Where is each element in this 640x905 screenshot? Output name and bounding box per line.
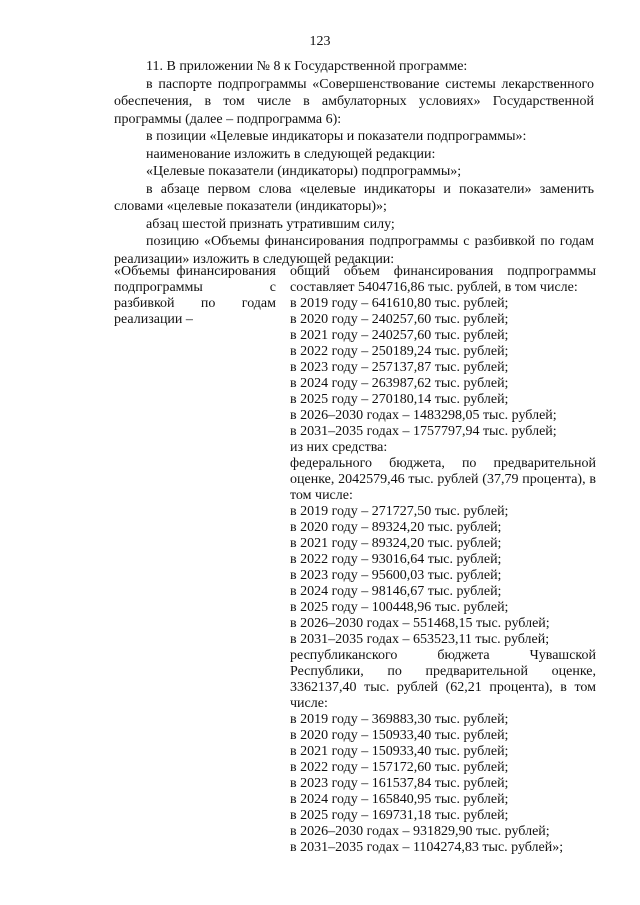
financing-line: общий объем финансирования подпрограммы составляет 5404716,86 тыс. рублей, в том числе: (290, 264, 596, 295)
financing-line: в 2026–2030 годах – 1483298,05 тыс. рублей; (290, 408, 557, 423)
financing-line: в 2025 году – 169731,18 тыс. рублей; (290, 808, 509, 823)
intro-paragraph: наименование изложить в следующей редакции: (146, 146, 436, 162)
financing-line: в 2023 году – 161537,84 тыс. рублей; (290, 776, 509, 791)
intro-paragraph: «Целевые показатели (индикаторы) подпрограммы»; (146, 164, 462, 179)
financing-line: в 2023 году – 95600,03 тыс. рублей; (290, 568, 502, 583)
financing-line: в 2022 году – 157172,60 тыс. рублей; (290, 760, 509, 775)
financing-line: в 2022 году – 93016,64 тыс. рублей; (290, 552, 502, 567)
financing-line: в 2025 году – 270180,14 тыс. рублей; (290, 392, 509, 407)
intro-paragraph: 11. В приложении № 8 к Государственной программе: (146, 59, 468, 74)
financing-line: в 2020 году – 150933,40 тыс. рублей; (290, 728, 509, 743)
financing-line: в 2019 году – 369883,30 тыс. рублей; (290, 712, 509, 727)
financing-line: в 2022 году – 250189,24 тыс. рублей; (290, 344, 509, 359)
financing-line: в 2031–2035 годах – 653523,11 тыс. рублей; (290, 632, 550, 647)
financing-line: в 2031–2035 годах – 1104274,83 тыс. рублей»; (290, 840, 564, 855)
financing-line: в 2026–2030 годах – 551468,15 тыс. рублей; (290, 616, 550, 631)
financing-line: в 2021 году – 89324,20 тыс. рублей; (290, 536, 502, 551)
financing-line: в 2024 году – 165840,95 тыс. рублей; (290, 792, 509, 807)
financing-line: в 2023 году – 257137,87 тыс. рублей; (290, 360, 509, 375)
financing-label (114, 264, 276, 328)
intro-paragraph: абзац шестой признать утратившим силу; (146, 216, 395, 232)
intro-paragraph: в позиции «Целевые индикаторы и показатели подпрограммы»: (146, 129, 527, 144)
financing-values (290, 264, 596, 856)
financing-label-text: «Объемы финансирования подпрограммы с разбивкой по годам реализации (114, 264, 276, 327)
financing-line: в 2019 году – 641610,80 тыс. рублей; (290, 296, 509, 311)
financing-line: из них средства: (290, 440, 388, 455)
intro-paragraph: в паспорте подпрограммы «Совершенствование системы лекарственного обеспечения, в том числе в амбулаторных условиях» Государственной программы (далее – подпрограмма 6): (114, 76, 594, 127)
financing-line: в 2020 году – 240257,60 тыс. рублей; (290, 312, 509, 327)
financing-line: в 2025 году – 100448,96 тыс. рублей; (290, 600, 509, 615)
label-dash: – (185, 312, 193, 327)
intro-paragraph: в абзаце первом слова «целевые индикаторы и показатели» заменить словами «целевые показатели (индикаторы)»; (114, 181, 594, 214)
financing-line: в 2020 году – 89324,20 тыс. рублей; (290, 520, 502, 535)
financing-line: республиканского бюджета Чувашской Республики, по предварительной оценке, 3362137,40 тыс. рублей (62,21 процента), в том числе: (290, 648, 596, 711)
intro-paragraph: позицию «Объемы финансирования подпрограммы с разбивкой по годам реализации» изложить в следующей редакции: (114, 234, 594, 267)
financing-line: в 2019 году – 271727,50 тыс. рублей; (290, 504, 509, 519)
financing-line: в 2021 году – 240257,60 тыс. рублей; (290, 328, 509, 343)
page-number: 123 (309, 34, 331, 49)
financing-line: в 2021 году – 150933,40 тыс. рублей; (290, 744, 509, 759)
intro-text (114, 58, 594, 268)
financing-line: в 2026–2030 годах – 931829,90 тыс. рублей; (290, 824, 550, 839)
financing-line: в 2031–2035 годах – 1757797,94 тыс. рублей; (290, 424, 557, 439)
financing-line: федерального бюджета, по предварительной оценке, 2042579,46 тыс. рублей (37,79 процента), в том числе: (290, 456, 596, 503)
financing-line: в 2024 году – 263987,62 тыс. рублей; (290, 376, 509, 391)
financing-line: в 2024 году – 98146,67 тыс. рублей; (290, 584, 502, 599)
